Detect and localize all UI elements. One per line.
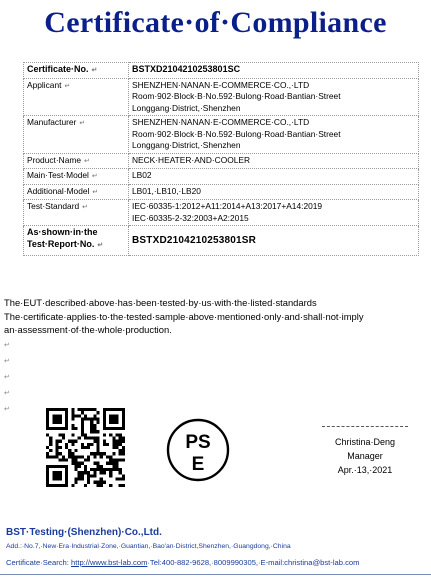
qr-code	[46, 408, 125, 487]
pse-mark-top: PS	[185, 432, 211, 453]
row-value-line: NECK·HEATER·AND·COOLER	[132, 154, 251, 165]
pse-mark-icon	[165, 417, 231, 483]
row-value	[129, 116, 419, 154]
certificate-title: Certificate·of·Compliance	[44, 6, 387, 39]
certificate-details-table	[23, 62, 419, 256]
table-row	[24, 184, 419, 200]
search-contact: ·Tel:400-882-9628,·8009990305,·E-mail:christina@bst-lab.com	[147, 558, 360, 567]
pse-mark-bottom: E	[191, 454, 205, 475]
row-value-line: LB02	[132, 170, 152, 180]
row-value	[129, 169, 419, 185]
table-row	[24, 200, 419, 226]
row-value-line: BSTXD2104210253801SR	[132, 234, 257, 246]
footer-divider	[0, 574, 431, 575]
search-label: Certificate·Search:	[6, 558, 69, 567]
row-value-line: Room·902·Block·B·No.592·Bulong·Road·Bantian·Street	[132, 91, 341, 101]
table-row	[24, 78, 419, 116]
paragraph-marks: ↵ ↵ ↵ ↵ ↵	[4, 342, 10, 413]
signature-line	[322, 426, 408, 427]
table-row	[24, 169, 419, 185]
table-row	[24, 116, 419, 154]
row-value-line: SHENZHEN·NANAN·E-COMMERCE·CO.,·LTD	[132, 117, 310, 127]
search-url-link[interactable]: http://www.bst-lab.com	[71, 558, 148, 567]
footer-search	[6, 558, 359, 567]
signature-date: Apr.·13,·2021	[337, 465, 393, 475]
row-value	[129, 63, 419, 79]
statement-line-2: The·certificate·applies·to·the·tested·sample·above·mentioned·only·and·shall·not·imply	[4, 311, 364, 322]
row-key: Product·Name ↵	[24, 153, 129, 169]
row-value-line: Room·902·Block·B·No.592·Bulong·Road·Bantian·Street	[132, 128, 341, 139]
row-value-line: Longgang·District,·Shenzhen	[132, 102, 241, 113]
row-key: Test·Standard ↵	[24, 200, 129, 226]
row-key: Certificate·No. ↵	[24, 63, 129, 79]
statement-line-3: an·assessment·of·the·whole·production.	[4, 324, 172, 335]
table-row	[24, 226, 419, 256]
row-key: Main·Test·Model ↵	[24, 169, 129, 185]
row-value	[129, 226, 419, 256]
row-value-line: IEC·60335-1:2012+A11:2014+A13:2017+A14:2019	[132, 201, 323, 211]
row-value-line: Longgang·District,·Shenzhen	[132, 140, 241, 150]
row-key: As·shown·in·the Test·Report·No. ↵	[24, 226, 129, 256]
statement-line-1: The·EUT·described·above·has·been·tested·by·us·with·the·listed·standards	[4, 297, 317, 308]
table-row	[24, 63, 419, 79]
row-key: Additional·Model ↵	[24, 184, 129, 200]
row-value-line: BSTXD2104210253801SC	[132, 64, 241, 74]
row-value-line: SHENZHEN·NANAN·E-COMMERCE·CO.,·LTD	[132, 79, 310, 90]
row-value	[129, 153, 419, 169]
row-value-line: IEC·60335-2-32:2003+A2:2015	[132, 212, 249, 223]
row-value-line: LB01,·LB10,·LB20	[132, 185, 201, 196]
footer-address: Add.:·No.7,·New·Era·Industrial·Zone,·Guantian,·Bao'an·District,Shenzhen,·Guangdong,·China	[6, 543, 291, 550]
row-value	[129, 78, 419, 116]
table-row	[24, 153, 419, 169]
row-key: Manufacturer ↵	[24, 116, 129, 154]
row-key: Applicant ↵	[24, 78, 129, 116]
row-value	[129, 200, 419, 226]
row-value	[129, 184, 419, 200]
signer-title: Manager	[347, 451, 383, 461]
signer-name: Christina·Deng	[334, 437, 396, 447]
footer-company-name: BST·Testing·(Shenzhen)·Co.,Ltd.	[6, 527, 162, 538]
